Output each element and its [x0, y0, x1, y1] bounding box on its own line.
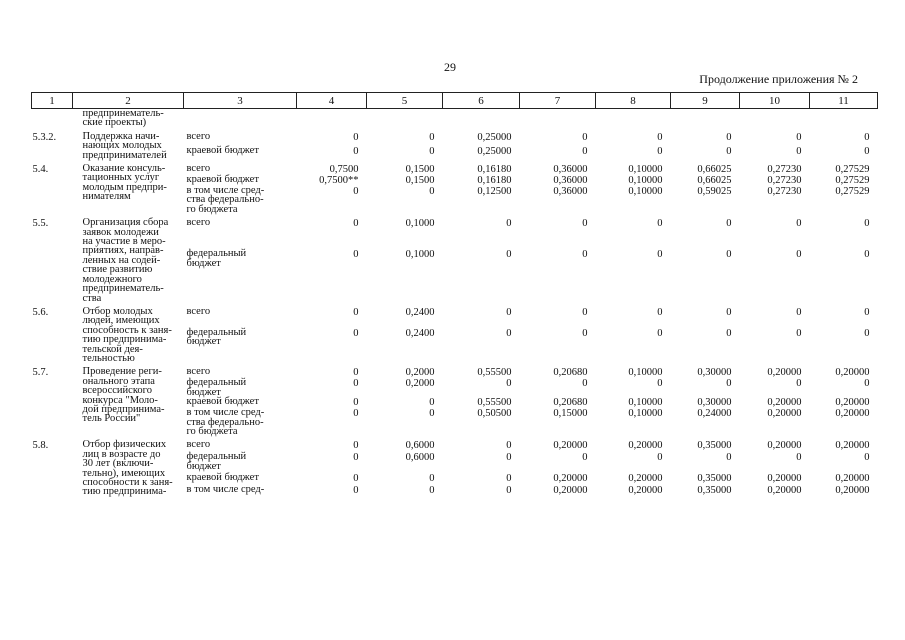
item-code: 5.8. [32, 440, 49, 452]
amount-cell: 0 [506, 249, 512, 261]
amount-cell: 0 [506, 484, 512, 496]
table-row [32, 367, 878, 378]
funding-source: краевой бюджет [186, 396, 259, 408]
amount-cell: 0,20000 [628, 440, 663, 452]
amount-cell: 0 [796, 131, 802, 143]
amount-cell: 0,20000 [553, 484, 588, 496]
item-name: Проведение реги- онального этапа всероссийского конкурса "Моло- дой предпринима- тель России" [82, 366, 165, 425]
amount-cell: 0,20000 [835, 472, 870, 484]
amount-cell: 0 [429, 484, 435, 496]
funding-source: федеральный бюджет [186, 248, 247, 269]
amount-cell: 0 [506, 452, 512, 464]
amount-cell: 0,7500** [319, 175, 359, 187]
amount-cell: 0,27230 [767, 164, 802, 176]
amount-cell: 0,35000 [697, 484, 732, 496]
column-number: 2 [73, 93, 184, 109]
amount-cell: 0,20000 [767, 440, 802, 452]
amount-cell: 0,10000 [628, 175, 663, 187]
amount-cell: 0,36000 [553, 186, 588, 198]
amount-cell: 0,1500 [405, 164, 435, 176]
amount-cell: 0,10000 [628, 186, 663, 198]
amount-cell: 0,66025 [697, 175, 732, 187]
amount-cell: 0,55500 [477, 397, 512, 409]
column-number: 1 [32, 93, 73, 109]
funding-source: всего [186, 439, 211, 451]
amount-cell: 0 [726, 452, 732, 464]
empty-cell [184, 109, 878, 128]
amount-cell: 0 [726, 145, 732, 157]
amount-cell: 0,59025 [697, 186, 732, 198]
amount-cell: 0,35000 [697, 440, 732, 452]
amount-cell: 0 [657, 218, 663, 230]
column-number: 8 [596, 93, 671, 109]
amount-cell: 0,36000 [553, 175, 588, 187]
amount-cell: 0 [353, 131, 359, 143]
amount-cell: 0 [864, 306, 870, 318]
amount-cell: 0 [582, 145, 588, 157]
amount-cell: 0 [582, 218, 588, 230]
amount-cell: 0 [796, 145, 802, 157]
column-number-row [32, 93, 878, 109]
table-row [32, 307, 878, 328]
funding-source: в том числе сред- ства федерально- го бюджета [186, 185, 265, 215]
amount-cell: 0 [429, 472, 435, 484]
amount-cell: 0 [657, 306, 663, 318]
amount-cell: 0 [796, 218, 802, 230]
amount-cell: 0,20000 [628, 472, 663, 484]
amount-cell: 0 [657, 378, 663, 390]
amount-cell: 0 [353, 249, 359, 261]
amount-cell: 0 [506, 472, 512, 484]
amount-cell: 0 [429, 397, 435, 409]
amount-cell: 0 [506, 378, 512, 390]
amount-cell: 0 [657, 249, 663, 261]
amount-cell: 0,2000 [405, 378, 435, 390]
funding-source: краевой бюджет [186, 471, 259, 483]
amount-cell: 0,30000 [697, 397, 732, 409]
amount-cell: 0 [657, 145, 663, 157]
amount-cell: 0 [864, 249, 870, 261]
amount-cell: 0,66025 [697, 164, 732, 176]
amount-cell: 0,10000 [628, 408, 663, 420]
amount-cell: 0 [353, 452, 359, 464]
amount-cell: 0,27230 [767, 175, 802, 187]
amount-cell: 0 [796, 306, 802, 318]
amount-cell: 0,25000 [477, 131, 512, 143]
funding-source: федеральный бюджет [186, 326, 247, 348]
column-number: 7 [520, 93, 596, 109]
amount-cell: 0,20000 [767, 397, 802, 409]
amount-cell: 0 [726, 378, 732, 390]
column-number: 11 [810, 93, 878, 109]
funding-source: всего [186, 217, 211, 229]
item-code: 5.6. [32, 306, 49, 318]
amount-cell: 0 [796, 249, 802, 261]
column-number: 6 [443, 93, 520, 109]
amount-cell: 0,16180 [477, 175, 512, 187]
budget-table [31, 92, 878, 501]
amount-cell: 0,1000 [405, 249, 435, 261]
amount-cell: 0,10000 [628, 367, 663, 379]
table-row [32, 164, 878, 175]
amount-cell: 0 [864, 145, 870, 157]
amount-cell: 0,20000 [835, 408, 870, 420]
item-code: 5.4. [32, 164, 49, 176]
amount-cell: 0 [353, 186, 359, 198]
amount-cell: 0,1500 [405, 175, 435, 187]
item-code [32, 109, 73, 128]
item-code: 5.3.2. [32, 131, 57, 143]
amount-cell: 0 [726, 327, 732, 339]
amount-cell: 0,20000 [767, 367, 802, 379]
amount-cell: 0,20000 [553, 440, 588, 452]
funding-source: краевой бюджет [186, 174, 259, 186]
funding-source: всего [186, 163, 211, 175]
amount-cell: 0 [864, 452, 870, 464]
column-number: 10 [740, 93, 810, 109]
amount-cell: 0 [864, 218, 870, 230]
amount-cell: 0,1000 [405, 218, 435, 230]
amount-cell: 0,10000 [628, 164, 663, 176]
amount-cell: 0 [353, 145, 359, 157]
amount-cell: 0 [657, 131, 663, 143]
amount-cell: 0 [582, 306, 588, 318]
amount-cell: 0,20000 [835, 484, 870, 496]
amount-cell: 0 [864, 378, 870, 390]
amount-cell: 0 [657, 327, 663, 339]
amount-cell: 0,27529 [835, 186, 870, 198]
amount-cell: 0,50500 [477, 408, 512, 420]
table-row [32, 218, 878, 249]
column-number: 4 [297, 93, 367, 109]
amount-cell: 0,2400 [405, 306, 435, 318]
funding-source: всего [186, 366, 211, 378]
item-name: Поддержка начи- нающих молодых предпринимателей [82, 130, 167, 161]
amount-cell: 0 [582, 131, 588, 143]
table-row [32, 109, 878, 128]
amount-cell: 0 [429, 186, 435, 198]
amount-cell: 0,35000 [697, 472, 732, 484]
funding-source: федеральный бюджет [186, 451, 247, 472]
table-row [32, 132, 878, 146]
amount-cell: 0,6000 [405, 440, 435, 452]
amount-cell: 0 [353, 367, 359, 379]
table-body [32, 109, 878, 501]
amount-cell: 0 [506, 306, 512, 318]
amount-cell: 0 [353, 408, 359, 420]
item-name: Отбор физических лиц в возрасте до 30 лет (включи- тельно), имеющих способности к заня- тию предпринима- [82, 439, 173, 498]
amount-cell: 0 [657, 452, 663, 464]
amount-cell: 0,15000 [553, 408, 588, 420]
amount-cell: 0,20000 [835, 440, 870, 452]
item-name: предпринематель- ские проекты) [82, 108, 164, 129]
amount-cell: 0,36000 [553, 164, 588, 176]
amount-cell: 0 [353, 440, 359, 452]
amount-cell: 0,27230 [767, 186, 802, 198]
amount-cell: 0,7500 [329, 164, 359, 176]
amount-cell: 0,10000 [628, 397, 663, 409]
item-name: Организация сбора заявок молодежи на участие в меро- приятиях, направ- ленных на содей- ствие развитию молодежного предпринематель- ства [82, 217, 169, 304]
row-gap [32, 497, 878, 501]
amount-cell: 0 [506, 440, 512, 452]
amount-cell: 0,24000 [697, 408, 732, 420]
amount-cell: 0,20000 [767, 472, 802, 484]
amount-cell: 0 [796, 327, 802, 339]
amount-cell: 0,6000 [405, 452, 435, 464]
amount-cell: 0,20000 [767, 484, 802, 496]
funding-source: краевой бюджет [186, 144, 259, 156]
page-number: 29 [444, 60, 456, 74]
amount-cell: 0 [726, 306, 732, 318]
item-name: Отбор молодых людей, имеющих способность к заня- тию предпринима- тельской дея- тельностью [82, 305, 172, 364]
amount-cell: 0,16180 [477, 164, 512, 176]
amount-cell: 0,20680 [553, 397, 588, 409]
item-code: 5.5. [32, 218, 49, 230]
amount-cell: 0 [353, 397, 359, 409]
amount-cell: 0,2400 [405, 327, 435, 339]
amount-cell: 0 [726, 131, 732, 143]
amount-cell: 0 [506, 218, 512, 230]
item-code: 5.7. [32, 367, 49, 379]
amount-cell: 0 [506, 327, 512, 339]
amount-cell: 0 [353, 218, 359, 230]
amount-cell: 0,55500 [477, 367, 512, 379]
funding-source: федеральный бюджет [186, 377, 247, 398]
table-row [32, 440, 878, 452]
funding-source: всего [186, 130, 211, 142]
column-number: 9 [671, 93, 740, 109]
funding-source: в том числе сред- [186, 483, 265, 495]
amount-cell: 0,20000 [767, 408, 802, 420]
amount-cell: 0 [353, 306, 359, 318]
amount-cell: 0,20000 [835, 397, 870, 409]
continuation-caption: Продолжение приложения № 2 [699, 72, 858, 86]
amount-cell: 0 [582, 378, 588, 390]
amount-cell: 0 [796, 452, 802, 464]
amount-cell: 0 [864, 131, 870, 143]
item-name: Оказание консуль- тационных услуг молодым предпри- нимателям [82, 163, 167, 203]
amount-cell: 0 [353, 484, 359, 496]
amount-cell: 0,20000 [553, 472, 588, 484]
amount-cell: 0 [429, 408, 435, 420]
amount-cell: 0 [353, 327, 359, 339]
amount-cell: 0,27529 [835, 164, 870, 176]
amount-cell: 0 [353, 378, 359, 390]
amount-cell: 0,2000 [405, 367, 435, 379]
amount-cell: 0 [582, 327, 588, 339]
amount-cell: 0,20680 [553, 367, 588, 379]
amount-cell: 0 [864, 327, 870, 339]
funding-source: всего [186, 305, 211, 317]
column-number: 5 [367, 93, 443, 109]
amount-cell: 0,27529 [835, 175, 870, 187]
amount-cell: 0 [353, 472, 359, 484]
amount-cell: 0 [429, 145, 435, 157]
column-number: 3 [184, 93, 297, 109]
amount-cell: 0,12500 [477, 186, 512, 198]
amount-cell: 0,25000 [477, 145, 512, 157]
amount-cell: 0 [726, 218, 732, 230]
amount-cell: 0,20000 [835, 367, 870, 379]
amount-cell: 0,30000 [697, 367, 732, 379]
amount-cell: 0 [582, 249, 588, 261]
amount-cell: 0 [429, 131, 435, 143]
funding-source: в том числе сред- ства федерально- го бюджета [186, 407, 265, 437]
amount-cell: 0 [796, 378, 802, 390]
amount-cell: 0 [726, 249, 732, 261]
amount-cell: 0,20000 [628, 484, 663, 496]
amount-cell: 0 [582, 452, 588, 464]
